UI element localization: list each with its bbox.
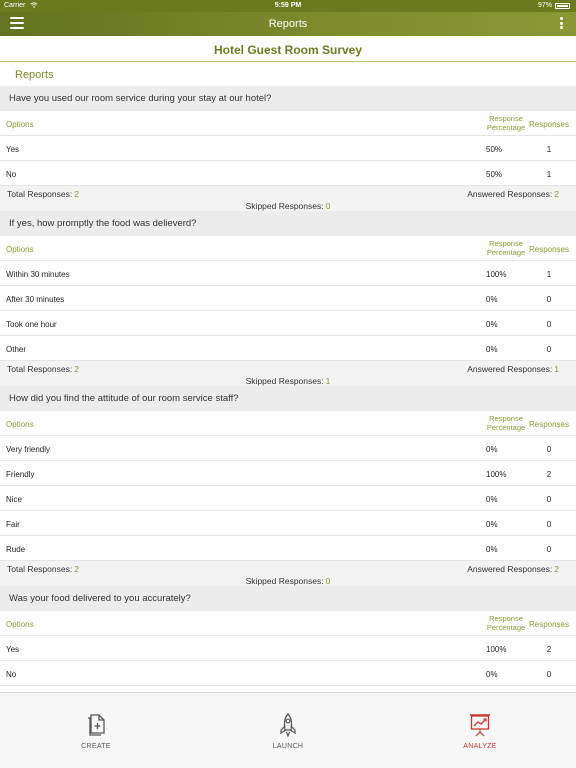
response-percentage: 100% xyxy=(486,645,507,654)
skipped-responses xyxy=(0,201,576,211)
clock: 5:59 PM xyxy=(274,2,302,9)
skipped-responses-value: 0 xyxy=(325,201,331,211)
response-percentage-line2: Percentage xyxy=(486,423,526,432)
column-header-row xyxy=(0,111,576,136)
nav-title: Reports xyxy=(268,18,308,30)
table-row xyxy=(0,436,576,461)
survey-title: Hotel Guest Room Survey xyxy=(0,36,576,62)
total-responses-label: Total Responses: xyxy=(7,564,73,574)
skipped-responses-value: 1 xyxy=(325,376,331,386)
option-label: Friendly xyxy=(6,470,35,479)
response-count: 0 xyxy=(546,345,552,354)
battery-icon xyxy=(555,3,570,9)
table-row xyxy=(0,261,576,286)
response-count: 0 xyxy=(546,445,552,454)
response-percentage: 0% xyxy=(486,520,498,529)
answered-responses-label: Answered Responses: xyxy=(467,189,553,199)
options-column-header: Options xyxy=(6,620,34,629)
response-percentage: 100% xyxy=(486,470,507,479)
table-row xyxy=(0,161,576,186)
option-label: Rude xyxy=(6,545,26,554)
response-percentage-line1: Response xyxy=(489,614,523,623)
option-label: Yes xyxy=(6,145,20,154)
total-responses xyxy=(7,189,79,199)
skipped-responses-label: Skipped Responses: xyxy=(245,201,324,211)
table-row xyxy=(0,461,576,486)
total-responses-label: Total Responses: xyxy=(7,364,73,374)
table-row xyxy=(0,311,576,336)
response-count: 1 xyxy=(546,170,552,179)
option-label: Took one hour xyxy=(6,320,57,329)
response-percentage-line2: Percentage xyxy=(486,248,526,257)
response-percentage: 0% xyxy=(486,295,498,304)
response-percentage: 0% xyxy=(486,495,498,504)
total-responses xyxy=(7,564,79,574)
response-percentage-line2: Percentage xyxy=(486,623,526,632)
responses-column-header: Responses xyxy=(528,420,570,429)
totals-row xyxy=(0,361,576,386)
question-title: Have you used our room service during your stay at our hotel? xyxy=(0,86,576,111)
tab-launch[interactable] xyxy=(248,713,328,753)
option-label: No xyxy=(6,170,17,179)
response-percentage-column-header xyxy=(482,414,530,432)
column-header-row xyxy=(0,236,576,261)
table-row xyxy=(0,536,576,561)
responses-column-header: Responses xyxy=(528,120,570,129)
skipped-responses xyxy=(0,576,576,586)
total-responses-label: Total Responses: xyxy=(7,189,73,199)
answered-responses-value: 2 xyxy=(554,189,559,199)
response-count: 0 xyxy=(546,495,552,504)
option-label: Nice xyxy=(6,495,23,504)
response-count: 0 xyxy=(546,320,552,329)
tab-create-label: CREATE xyxy=(81,743,111,750)
total-responses xyxy=(7,364,79,374)
chart-board-icon xyxy=(469,713,491,737)
response-count: 2 xyxy=(546,470,552,479)
response-percentage: 0% xyxy=(486,345,498,354)
totals-row xyxy=(0,186,576,211)
response-percentage: 0% xyxy=(486,445,498,454)
options-column-header: Options xyxy=(6,120,34,129)
status-bar xyxy=(0,0,576,12)
response-percentage-column-header xyxy=(482,114,530,132)
response-percentage: 0% xyxy=(486,545,498,554)
response-percentage-column-header xyxy=(482,614,530,632)
question-title: How did you find the attitude of our room service staff? xyxy=(0,386,576,411)
total-responses-value: 2 xyxy=(74,364,79,374)
table-row xyxy=(0,661,576,686)
question-title: If yes, how promptly the food was delieverd? xyxy=(0,211,576,236)
reports-heading: Reports xyxy=(15,69,54,81)
response-count: 0 xyxy=(546,670,552,679)
table-row xyxy=(0,336,576,361)
table-row xyxy=(0,286,576,311)
skipped-responses xyxy=(0,376,576,386)
options-column-header: Options xyxy=(6,245,34,254)
answered-responses xyxy=(467,189,559,199)
response-percentage: 0% xyxy=(486,320,498,329)
option-label: Fair xyxy=(6,520,20,529)
create-document-icon xyxy=(85,713,107,737)
tab-create[interactable] xyxy=(56,713,136,753)
table-row xyxy=(0,636,576,661)
answered-responses-label: Answered Responses: xyxy=(467,364,553,374)
response-percentage-line2: Percentage xyxy=(486,123,526,132)
responses-column-header: Responses xyxy=(528,245,570,254)
option-label: Within 30 minutes xyxy=(6,270,70,279)
column-header-row xyxy=(0,611,576,636)
nav-bar xyxy=(0,12,576,36)
response-count: 1 xyxy=(546,145,552,154)
table-row xyxy=(0,486,576,511)
response-percentage-line1: Response xyxy=(489,239,523,248)
totals-row xyxy=(0,561,576,586)
answered-responses-label: Answered Responses: xyxy=(467,564,553,574)
response-count: 0 xyxy=(546,295,552,304)
skipped-responses-label: Skipped Responses: xyxy=(245,376,324,386)
response-count: 0 xyxy=(546,520,552,529)
report-content[interactable] xyxy=(0,86,576,692)
responses-column-header: Responses xyxy=(528,620,570,629)
carrier-label: Carrier xyxy=(4,2,26,9)
response-percentage: 50% xyxy=(486,145,503,154)
option-label: Very friendly xyxy=(6,445,51,454)
option-label: After 30 minutes xyxy=(6,295,65,304)
response-percentage: 100% xyxy=(486,270,507,279)
response-percentage-line1: Response xyxy=(489,414,523,423)
tab-analyze[interactable] xyxy=(440,713,520,753)
option-label: Other xyxy=(6,345,27,354)
response-count: 2 xyxy=(546,645,552,654)
skipped-responses-value: 0 xyxy=(325,576,331,586)
option-label: No xyxy=(6,670,17,679)
answered-responses-value: 2 xyxy=(554,564,559,574)
total-responses-value: 2 xyxy=(74,564,79,574)
response-percentage-line1: Response xyxy=(489,114,523,123)
question-title: Was your food delivered to you accurately? xyxy=(0,586,576,611)
column-header-row xyxy=(0,411,576,436)
response-count: 0 xyxy=(546,545,552,554)
tab-bar xyxy=(0,692,576,768)
response-percentage: 0% xyxy=(486,670,498,679)
tab-analyze-label: ANALYZE xyxy=(463,743,497,750)
response-count: 1 xyxy=(546,270,552,279)
response-percentage: 50% xyxy=(486,170,503,179)
skipped-responses-label: Skipped Responses: xyxy=(245,576,324,586)
answered-responses xyxy=(467,564,559,574)
options-column-header: Options xyxy=(6,420,34,429)
answered-responses xyxy=(467,364,559,374)
answered-responses-value: 1 xyxy=(554,364,559,374)
rocket-icon xyxy=(277,713,299,737)
response-percentage-column-header xyxy=(482,239,530,257)
tab-launch-label: LAUNCH xyxy=(272,743,304,750)
battery-percentage: 97% xyxy=(537,2,552,9)
table-row xyxy=(0,511,576,536)
option-label: Yes xyxy=(6,645,20,654)
table-row xyxy=(0,136,576,161)
total-responses-value: 2 xyxy=(74,189,79,199)
vertical-ellipsis-icon[interactable] xyxy=(558,17,564,31)
